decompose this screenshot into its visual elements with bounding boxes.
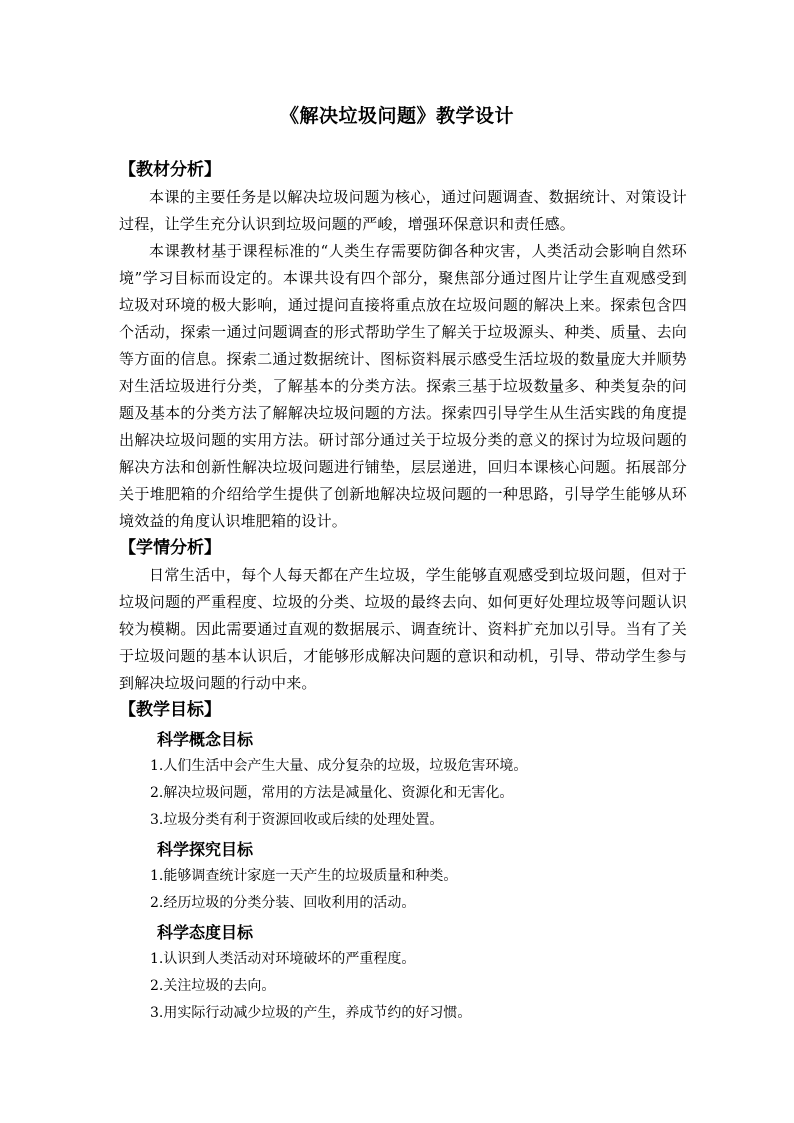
attitude-goal-item-3: 3.用实际行动减少垃圾的产生，养成节约的好习惯。	[150, 1005, 472, 1021]
material-paragraph-2: 本课教材基于课程标准的“人类生存需要防御各种灾害，人类活动会影响自然环境”学习目标而设定的。本课共设有四个部分，聚焦部分通过图片让学生直观感受到垃圾对环境的极大影响，通过提问直接将重点放在垃圾问题的解决上来。探索包含四个活动，探索一通过问题调查的形式帮助学生了解关于垃圾源头、种类、质量、去向等方面的信息。探索二通过数据统计、图标资料展示感受生活垃圾的数量庞大并顺势对生活垃圾进行分类，了解基本的分类方法。探索三基于垃圾数量多、种类复杂的问题及基本的分类方法了解解决垃圾问题的方法。探索四引导学生从生活实践的角度提出解决垃圾问题的实用方法。研讨部分通过关于垃圾分类的意义的探讨为垃圾问题的解决方法和创新性解决垃圾问题进行铺垫，层层递进，回归本课核心问题。拓展部分关于堆肥箱的介绍给学生提供了创新地解决垃圾问题的一种思路，引导学生能够从环境效益的角度认识堆肥箱的设计。	[119, 242, 687, 530]
concept-goal-item-3: 3.垃圾分类有利于资源回收或后续的处理处置。	[150, 812, 444, 828]
inquiry-goal-item-2: 2.经历垃圾的分类分装、回收利用的活动。	[150, 895, 416, 911]
concept-goal-item-1: 1.人们生活中会产生大量、成分复杂的垃圾，垃圾危害环境。	[150, 758, 528, 774]
concept-goal-item-2: 2.解决垃圾问题，常用的方法是减量化、资源化和无害化。	[150, 785, 514, 801]
goal-subheading-inquiry: 科学探究目标	[157, 840, 254, 859]
learner-paragraph-1: 日常生活中，每个人每天都在产生垃圾，学生能够直观感受到垃圾问题，但对于垃圾问题的严重程度、垃圾的分类、垃圾的最终去向、如何更好处理垃圾等问题认识较为模糊。因此需要通过直观的数据展示、调查统计、资料扩充加以引导。当有了关于垃圾问题的基本认识后，才能够形成解决问题的意识和动机，引导、带动学生参与到解决垃圾问题的行动中来。	[119, 566, 687, 692]
goal-subheading-attitude: 科学态度目标	[157, 923, 254, 942]
section-heading-learner: 【学情分析】	[119, 538, 221, 558]
section-heading-material: 【教材分析】	[119, 160, 221, 180]
material-paragraph-1: 本课的主要任务是以解决垃圾问题为核心，通过问题调查、数据统计、对策设计过程，让学生充分认识到垃圾问题的严峻，增强环保意识和责任感。	[119, 188, 687, 233]
document-body	[119, 157, 687, 1027]
section-heading-goals: 【教学目标】	[119, 700, 221, 720]
inquiry-goal-item-1: 1.能够调查统计家庭一天产生的垃圾质量和种类。	[150, 868, 458, 884]
attitude-goal-item-2: 2.关注垃圾的去向。	[150, 978, 276, 994]
goal-subheading-concept: 科学概念目标	[157, 730, 254, 749]
document-title: 《解决垃圾问题》教学设计	[279, 105, 514, 127]
attitude-goal-item-1: 1.认识到人类活动对环境破坏的严重程度。	[150, 951, 416, 967]
